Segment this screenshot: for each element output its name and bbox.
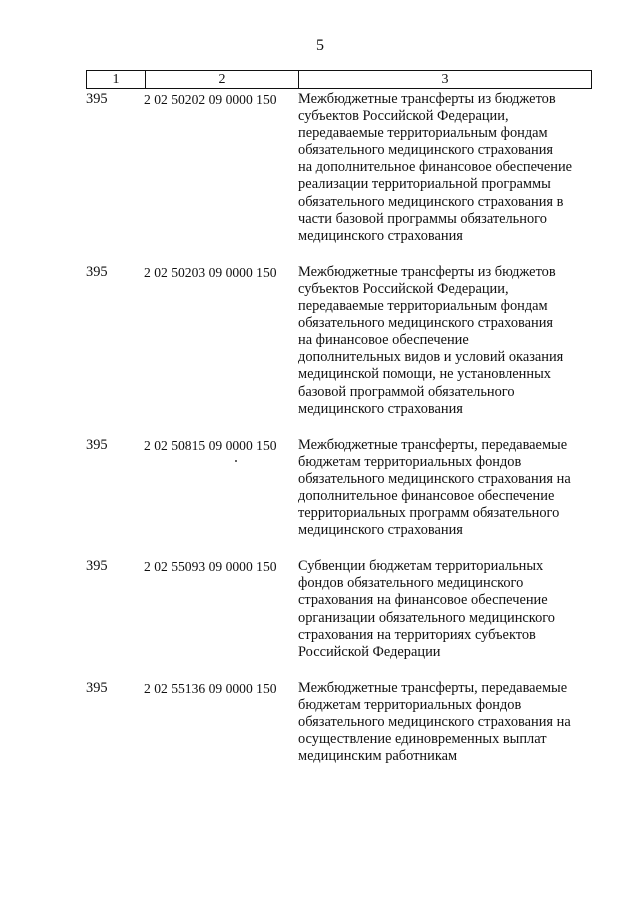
description-line: медицинской помощи, не установленных (298, 366, 551, 383)
description-line: Российской Федерации (298, 643, 441, 660)
description-line: базовой программой обязательного (298, 383, 515, 400)
page-number: 5 (316, 37, 324, 54)
description-line: субъектов Российской Федерации, (298, 108, 509, 125)
column-header-3: 3 (441, 72, 449, 87)
description-line: передаваемые территориальным фондам (298, 125, 548, 142)
description-line: на дополнительное финансовое обеспечение (298, 159, 573, 176)
description-line: Межбюджетные трансферты, передаваемые (298, 436, 568, 453)
budget-classification-code-cell: 2 02 50203 09 0000 150 (144, 264, 277, 280)
description-line: передаваемые территориальным фондам (298, 298, 548, 315)
description-line: дополнительных видов и условий оказания (298, 349, 564, 366)
budget-classification-code-cell: 2 02 55093 09 0000 150 (144, 559, 277, 575)
description-line: обязательного медицинского страхования (298, 315, 554, 332)
description-line: дополнительное финансовое обеспечение (298, 487, 555, 504)
description-line: страхования на территориях субъектов (298, 626, 536, 643)
description-cell (298, 264, 596, 418)
description-line: на финансовое обеспечение (298, 332, 469, 349)
description-line: медицинским работникам (298, 748, 458, 765)
admin-code-cell: 395 (86, 436, 108, 453)
table-header-row (86, 70, 592, 89)
description-line: Межбюджетные трансферты, передаваемые (298, 679, 568, 696)
description-line: Межбюджетные трансферты из бюджетов (298, 91, 556, 107)
description-line: бюджетам территориальных фондов (298, 453, 522, 470)
description-cell (298, 558, 596, 661)
admin-code-cell: 395 (86, 263, 108, 280)
description-line: организации обязательного медицинского (298, 609, 555, 626)
description-line: Субвенции бюджетам территориальных (298, 558, 544, 575)
description-line: бюджетам территориальных фондов (298, 696, 522, 713)
description-line: медицинского страхования (298, 522, 463, 539)
description-line: обязательного медицинского страхования (298, 142, 554, 159)
budget-classification-code-cell: 2 02 55136 09 0000 150 (144, 680, 277, 696)
table-row (86, 680, 596, 765)
description-line: обязательного медицинского страхования на (298, 714, 571, 730)
description-line: обязательного медицинского страхования в (298, 193, 564, 210)
budget-classification-code-cell: 2 02 50815 09 0000 150 (144, 437, 277, 453)
table-row (86, 437, 596, 540)
description-line: части базовой программы обязательного (298, 210, 547, 227)
admin-code-cell: 395 (86, 558, 108, 575)
table-row (86, 264, 596, 418)
table-row (86, 91, 596, 245)
admin-code-cell: 395 (86, 91, 108, 107)
description-line: страхования на финансовое обеспечение (298, 592, 548, 609)
column-header-1: 1 (87, 71, 146, 88)
description-line: медицинского страхования (298, 227, 463, 244)
description-cell (298, 91, 596, 245)
budget-code-table (86, 91, 596, 784)
description-line: субъектов Российской Федерации, (298, 280, 509, 297)
description-line: медицинского страхования (298, 400, 463, 417)
description-cell (298, 680, 596, 765)
admin-code-cell: 395 (86, 679, 108, 696)
description-line: реализации территориальной программы (298, 176, 551, 193)
description-line: фондов обязательного медицинского (298, 575, 524, 592)
scan-speck (235, 460, 237, 462)
description-line: обязательного медицинского страхования на (298, 470, 571, 487)
description-line: осуществление единовременных выплат (298, 731, 547, 748)
description-line: Межбюджетные трансферты из бюджетов (298, 263, 556, 280)
table-row (86, 558, 596, 661)
description-cell (298, 437, 596, 540)
column-header-2: 2 (146, 71, 299, 88)
description-line: территориальных программ обязательного (298, 505, 560, 522)
budget-classification-code-cell: 2 02 50202 09 0000 150 (144, 92, 277, 107)
